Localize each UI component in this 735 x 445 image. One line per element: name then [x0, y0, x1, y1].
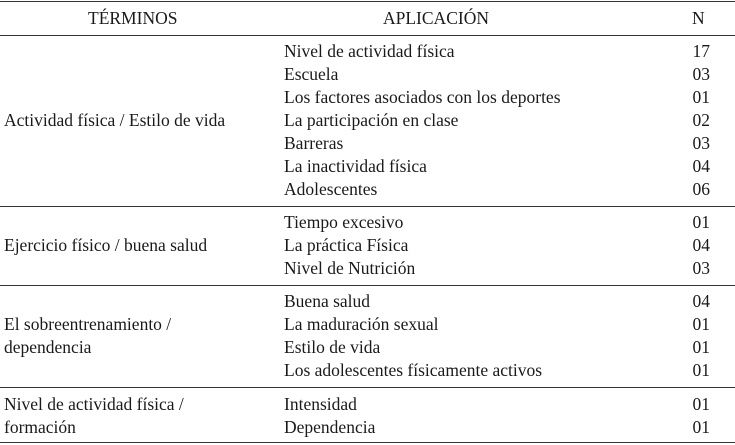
term-cell: Nivel de actividad física / — [4, 394, 184, 414]
table-row — [0, 86, 735, 109]
n-cell: 04 — [692, 291, 710, 311]
term-cell: Actividad física / Estilo de vida — [4, 110, 226, 130]
term-cell: El sobreentrenamiento / — [4, 314, 172, 334]
application-cell: Adolescentes — [284, 179, 378, 199]
table-row — [0, 109, 735, 132]
n-cell: 01 — [692, 394, 710, 414]
n-cell: 02 — [692, 110, 710, 130]
table-row — [0, 359, 735, 382]
header-terms: TÉRMINOS — [88, 8, 178, 28]
application-cell: La práctica Física — [284, 235, 409, 255]
term-cell: formación — [4, 417, 76, 437]
application-cell: Tiempo excesivo — [284, 212, 404, 232]
table-row — [0, 290, 735, 313]
n-cell: 01 — [692, 337, 710, 357]
application-cell: Buena salud — [284, 291, 371, 311]
application-cell: La inactividad física — [284, 156, 427, 176]
n-cell: 01 — [692, 360, 710, 380]
table-row — [0, 257, 735, 280]
table-row — [0, 63, 735, 86]
n-cell: 17 — [692, 41, 710, 61]
application-cell: Los adolescentes físicamente activos — [284, 360, 543, 380]
header-application: APLICACIÓN — [383, 8, 489, 28]
application-cell: Nivel de actividad física — [284, 41, 455, 61]
table-row — [0, 313, 735, 336]
n-cell: 01 — [692, 417, 710, 437]
application-cell: La maduración sexual — [284, 314, 439, 334]
n-cell: 06 — [692, 179, 710, 199]
n-cell: 01 — [692, 212, 710, 232]
n-cell: 04 — [692, 235, 710, 255]
term-cell: Ejercicio físico / buena salud — [4, 235, 208, 255]
table-bottom-rule — [0, 442, 735, 443]
application-cell: La participación en clase — [284, 110, 459, 130]
table-row — [0, 211, 735, 234]
group-divider — [0, 285, 735, 286]
application-cell: Barreras — [284, 133, 344, 153]
n-cell: 04 — [692, 156, 710, 176]
term-cell: dependencia — [4, 337, 92, 357]
table-row — [0, 178, 735, 201]
n-cell: 03 — [692, 133, 710, 153]
table-row — [0, 234, 735, 257]
table-row — [0, 393, 735, 416]
application-cell: Intensidad — [284, 394, 357, 414]
table-row — [0, 132, 735, 155]
n-cell: 01 — [692, 314, 710, 334]
n-cell: 01 — [692, 87, 710, 107]
application-cell: Estilo de vida — [284, 337, 381, 357]
application-cell: Dependencia — [284, 417, 376, 437]
group-divider — [0, 206, 735, 207]
group-divider — [0, 387, 735, 388]
header-n: N — [692, 8, 705, 28]
application-cell: Escuela — [284, 64, 339, 84]
header-rule — [0, 35, 735, 36]
table-row — [0, 155, 735, 178]
application-cell: Nivel de Nutrición — [284, 258, 416, 278]
table-top-rule — [0, 1, 735, 2]
n-cell: 03 — [692, 64, 710, 84]
table-row — [0, 336, 735, 359]
table-row — [0, 416, 735, 439]
table-row — [0, 40, 735, 63]
application-cell: Los factores asociados con los deportes — [284, 87, 561, 107]
n-cell: 03 — [692, 258, 710, 278]
